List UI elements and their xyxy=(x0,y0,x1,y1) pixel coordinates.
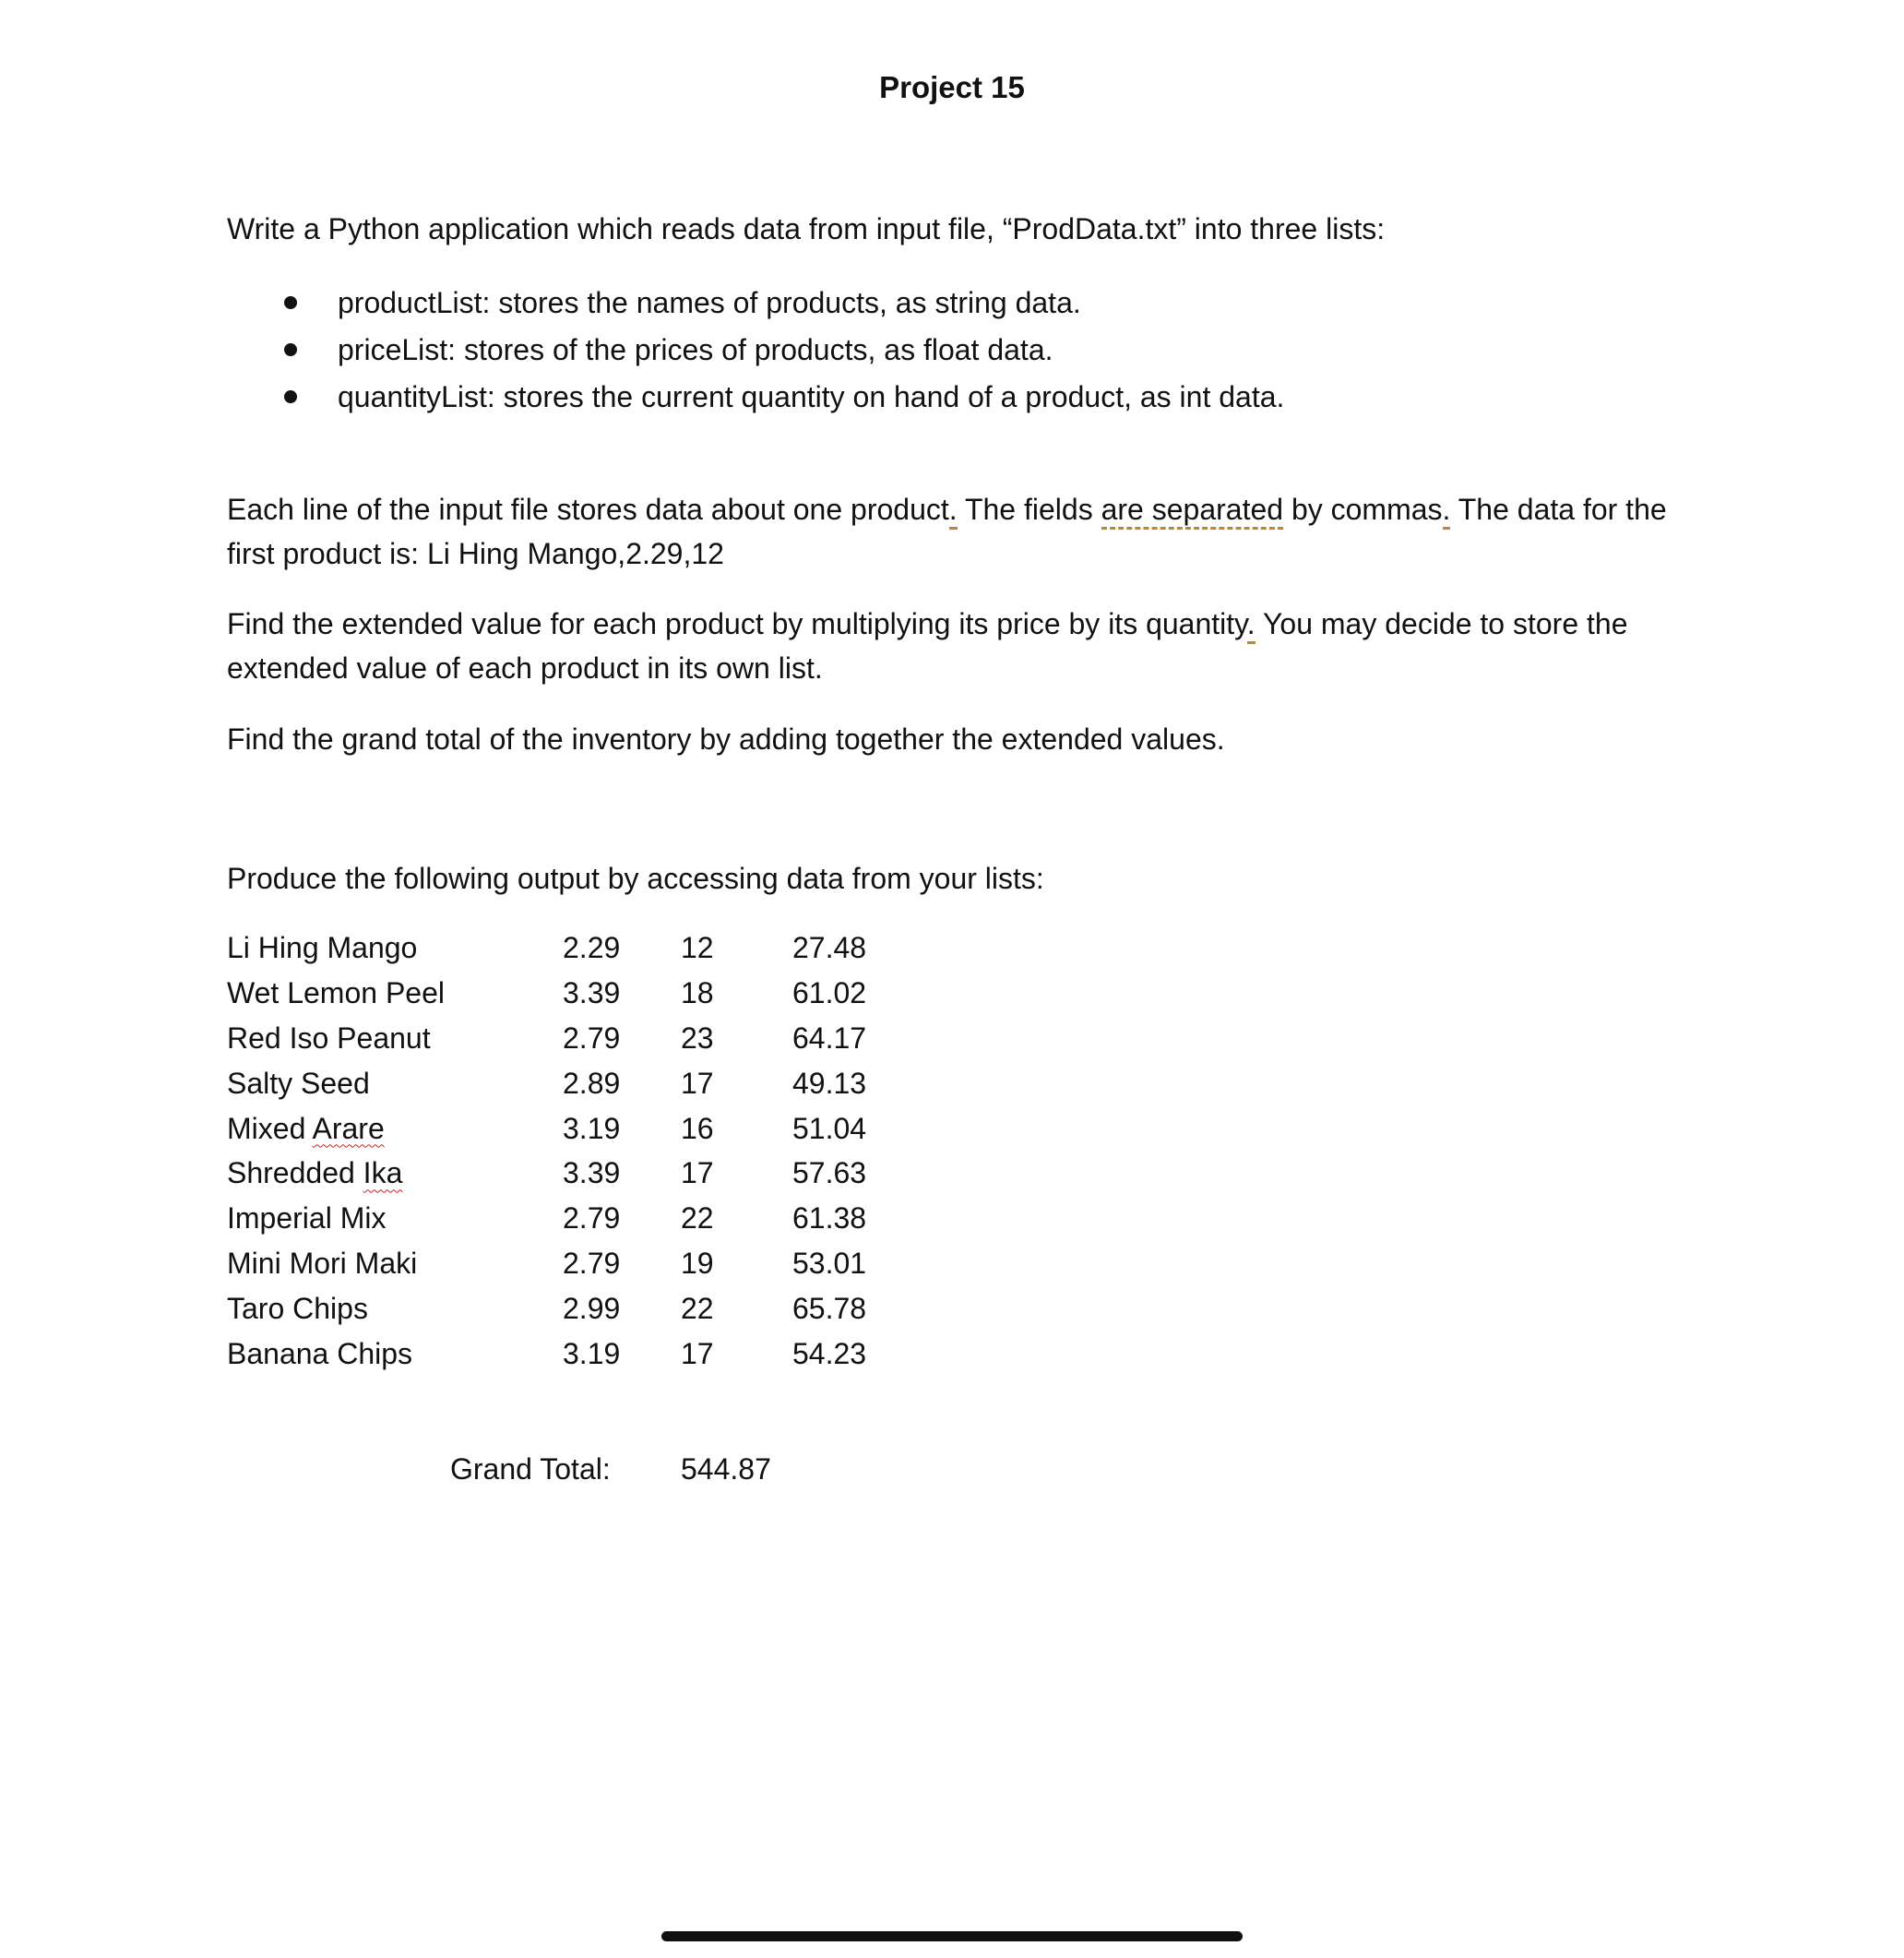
product-price: 3.19 xyxy=(563,1111,621,1145)
table-row xyxy=(227,1151,903,1196)
product-name-text xyxy=(227,1156,402,1189)
table-row xyxy=(227,1196,903,1241)
table-row xyxy=(227,1331,903,1376)
home-indicator[interactable] xyxy=(661,1931,1243,1941)
table-row xyxy=(227,1241,903,1286)
text-segment: The fields xyxy=(957,493,1101,526)
product-name-text xyxy=(227,1112,385,1145)
product-quantity: 18 xyxy=(681,976,714,1010)
product-quantity: 23 xyxy=(681,1021,714,1055)
table-row xyxy=(227,1016,903,1061)
bullet-icon xyxy=(284,343,297,356)
product-name: Mini Mori Maki xyxy=(227,1246,418,1280)
list-item xyxy=(227,281,1611,328)
product-price: 2.79 xyxy=(563,1021,621,1055)
product-price: 2.99 xyxy=(563,1291,621,1325)
product-price: 3.19 xyxy=(563,1336,621,1370)
product-extended-value: 49.13 xyxy=(792,1066,867,1100)
product-quantity: 22 xyxy=(681,1291,714,1325)
product-extended-value: 65.78 xyxy=(792,1291,867,1325)
table-row xyxy=(227,1060,903,1105)
grand-total-paragraph: Find the grand total of the inventory by adding together the extended values. xyxy=(227,722,1225,756)
grand-total-value: 544.87 xyxy=(681,1452,771,1486)
text-segment: by commas xyxy=(1283,493,1443,526)
product-price: 2.79 xyxy=(563,1246,621,1280)
product-quantity: 16 xyxy=(681,1111,714,1145)
grammar-mark: . xyxy=(1443,493,1451,530)
text-segment: You may decide to store the extended value of each product in its own list. xyxy=(227,607,1628,685)
extended-value-paragraph xyxy=(227,602,1703,690)
grammar-mark: . xyxy=(1247,607,1255,644)
product-name: Salty Seed xyxy=(227,1066,370,1100)
spellcheck-flagged-word: Arare xyxy=(312,1111,385,1145)
text-segment: The data for the first product is: Li Hing Mango,2.29,12 xyxy=(227,493,1667,570)
list-item xyxy=(227,328,1611,375)
text-segment: Shredded xyxy=(227,1156,363,1190)
text-segment: Mixed xyxy=(227,1111,313,1145)
bullet-text: productList: stores the names of products, as string data. xyxy=(338,286,1081,319)
intro-paragraph: Write a Python application which reads data from input file, “ProdData.txt” into three lists: xyxy=(227,212,1386,245)
output-table xyxy=(227,925,903,1376)
product-price: 3.39 xyxy=(563,1156,621,1190)
bullet-icon xyxy=(284,296,297,309)
product-extended-value: 53.01 xyxy=(792,1246,867,1280)
text-segment: Each line of the input file stores data about one product xyxy=(227,493,949,526)
product-price: 2.89 xyxy=(563,1066,621,1100)
product-name: Red Iso Peanut xyxy=(227,1021,431,1055)
input-file-paragraph xyxy=(227,487,1703,576)
product-quantity: 17 xyxy=(681,1156,714,1190)
output-intro-paragraph: Produce the following output by accessing data from your lists: xyxy=(227,862,1044,895)
spellcheck-flagged-word: Ika xyxy=(363,1156,403,1190)
table-row xyxy=(227,925,903,971)
product-extended-value: 54.23 xyxy=(792,1336,867,1370)
product-name xyxy=(227,1151,563,1196)
bullet-text: quantityList: stores the current quantity on hand of a product, as int data. xyxy=(338,380,1285,413)
page-title: Project 15 xyxy=(879,70,1025,104)
product-extended-value: 27.48 xyxy=(792,931,867,965)
product-price: 2.29 xyxy=(563,931,621,965)
grand-total-label: Grand Total: xyxy=(450,1452,611,1486)
product-name: Imperial Mix xyxy=(227,1201,387,1236)
bullet-list xyxy=(227,281,1611,422)
product-quantity: 12 xyxy=(681,931,714,965)
product-price: 2.79 xyxy=(563,1201,621,1236)
grammar-mark-phrase: are separated xyxy=(1101,493,1283,530)
bullet-text: priceList: stores of the prices of products, as float data. xyxy=(338,333,1053,366)
table-row xyxy=(227,1105,903,1151)
bullet-icon xyxy=(284,390,297,403)
table-row xyxy=(227,971,903,1016)
product-extended-value: 61.02 xyxy=(792,976,867,1010)
product-name: Taro Chips xyxy=(227,1291,368,1325)
product-quantity: 22 xyxy=(681,1201,714,1236)
product-extended-value: 61.38 xyxy=(792,1201,867,1236)
product-quantity: 17 xyxy=(681,1336,714,1370)
product-extended-value: 51.04 xyxy=(792,1111,867,1145)
product-price: 3.39 xyxy=(563,976,621,1010)
grammar-mark: . xyxy=(949,493,958,530)
product-name: Banana Chips xyxy=(227,1336,413,1370)
text-segment: Find the extended value for each product by multiplying its price by its quantity xyxy=(227,607,1247,640)
product-extended-value: 64.17 xyxy=(792,1021,867,1055)
product-quantity: 17 xyxy=(681,1066,714,1100)
table-row xyxy=(227,1285,903,1331)
product-name: Wet Lemon Peel xyxy=(227,976,445,1010)
list-item xyxy=(227,375,1611,422)
product-quantity: 19 xyxy=(681,1246,714,1280)
product-name: Li Hing Mango xyxy=(227,931,418,965)
product-extended-value: 57.63 xyxy=(792,1156,867,1190)
product-name xyxy=(227,1105,563,1151)
